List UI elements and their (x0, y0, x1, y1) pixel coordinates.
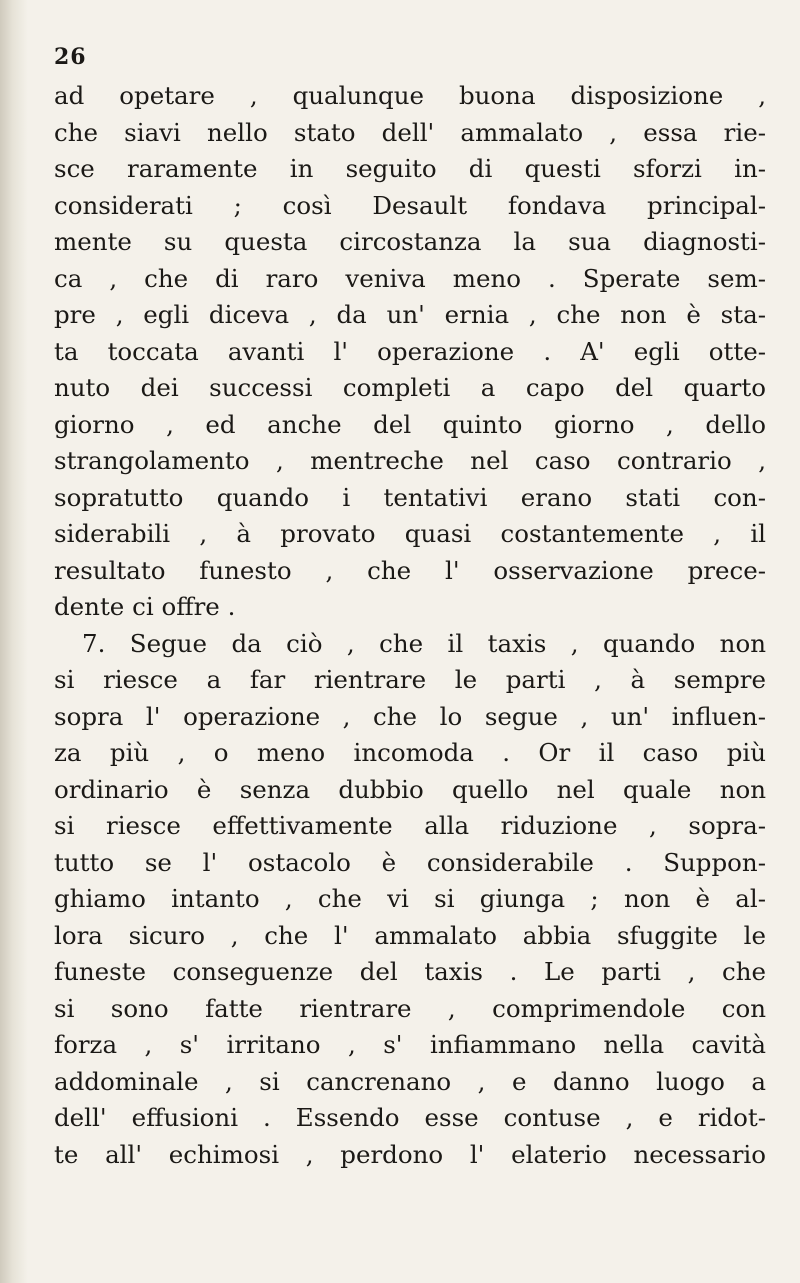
text-line: strangolamento , mentreche nel caso contrario , (54, 446, 766, 475)
text-line: ca , che di raro veniva meno . Sperate sem- (54, 263, 766, 293)
text-line: si riesce effettivamente alla riduzione , sopra- (54, 811, 766, 840)
text-line: ordinario è senza dubbio quello nel quale non (54, 774, 766, 804)
text-line: nuto dei successi completi a capo del quarto (54, 373, 766, 402)
text-line: si sono fatte rientrare , comprimendole con (54, 993, 766, 1023)
text-line: te all' echimosi , perdono l' elaterio necessario (54, 1139, 766, 1169)
text-line: sce raramente in seguito di questi sforzi in- (54, 154, 766, 183)
text-line: dell' effusioni . Essendo esse contuse , e ridot- (54, 1103, 766, 1132)
text-line: forza , s' irritano , s' infiammano nella cavità (54, 1030, 766, 1059)
text-line: sopratutto quando i tentativi erano stati con- (54, 482, 766, 512)
page-gutter-shadow (0, 0, 28, 1283)
text-line: addominale , si cancrenano , e danno luogo a (54, 1066, 766, 1096)
text-line: ghiamo intanto , che vi si giunga ; non è al- (54, 884, 766, 913)
text-line: ta toccata avanti l' operazione . A' egli otte- (54, 336, 766, 366)
text-line: giorno , ed anche del quinto giorno , dello (54, 409, 766, 439)
text-line: pre , egli diceva , da un' ernia , che non è sta- (54, 300, 766, 329)
text-line: ad opetare , qualunque buona disposizione , (54, 81, 766, 110)
text-line: za più , o meno incomoda . Or il caso più (54, 738, 766, 767)
text-line: sopra l' operazione , che lo segue , un' influen- (54, 701, 766, 731)
text-line: resultato funesto , che l' osservazione prece- (54, 555, 766, 585)
body-text (54, 78, 766, 1173)
text-line: che siavi nello stato dell' ammalato , essa rie- (54, 117, 766, 147)
text-line: siderabili , à provato quasi costantemente , il (54, 519, 766, 548)
text-line: tutto se l' ostacolo è considerabile . Suppon- (54, 847, 766, 877)
text-line: mente su questa circostanza la sua diagnosti- (54, 227, 766, 256)
paragraph-end-line: dente ci offre . (54, 592, 236, 621)
text-line: funeste conseguenze del taxis . Le parti , che (54, 957, 766, 986)
text-line: lora sicuro , che l' ammalato abbia sfuggite le (54, 920, 766, 950)
text-line: si riesce a far rientrare le parti , à sempre (54, 665, 766, 694)
page-number: 26 (54, 44, 87, 70)
paragraph-start-line: 7. Segue da ciò , che il taxis , quando non (82, 628, 766, 658)
text-line: considerati ; così Desault fondava principal- (54, 190, 766, 220)
